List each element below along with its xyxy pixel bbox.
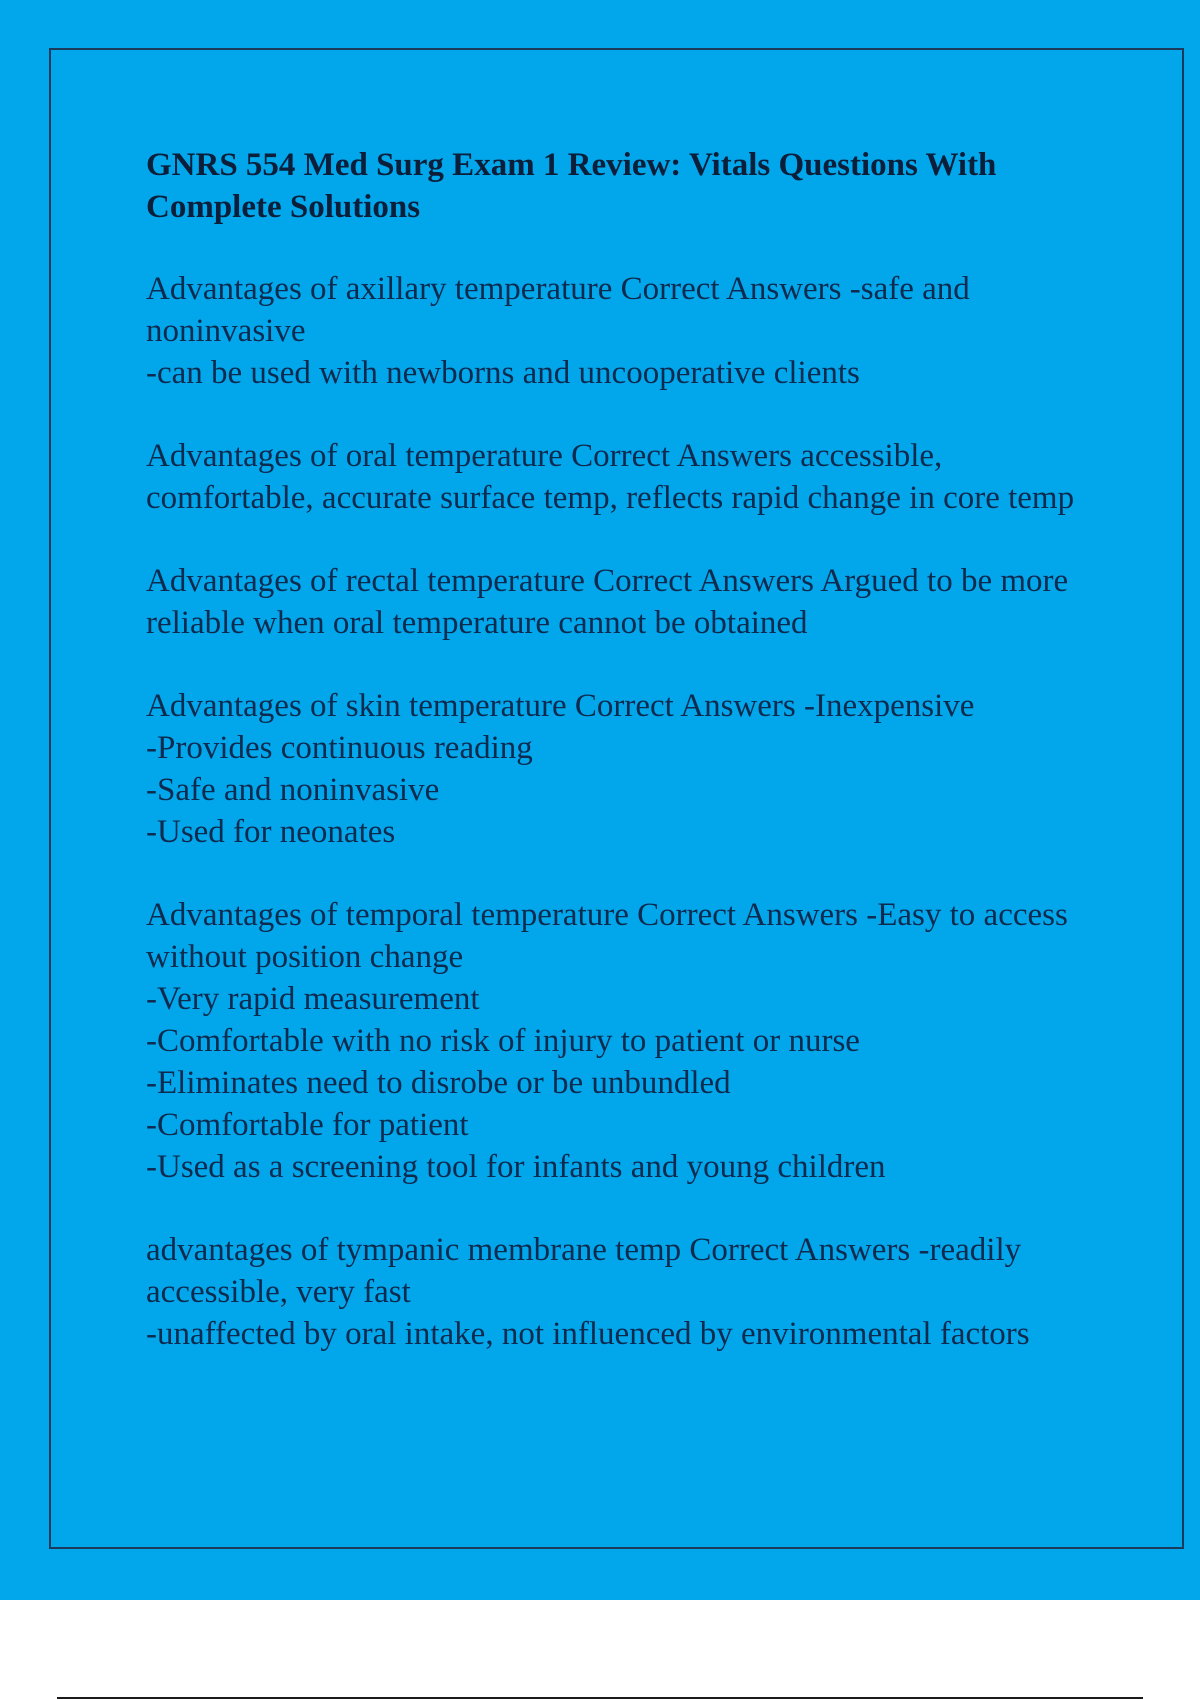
- qa-entry-tympanic: [146, 1229, 1096, 1355]
- entry-line: advantages of tympanic membrane temp Correct Answers -readily accessible, very fast: [146, 1232, 1022, 1310]
- entry-line: -Eliminates need to disrobe or be unbundled: [146, 1065, 731, 1101]
- qa-entry-rectal: [146, 560, 1096, 644]
- qa-entry-temporal: [146, 894, 1096, 1188]
- qa-entry-oral: [146, 435, 1096, 519]
- entry-line: -Comfortable for patient: [146, 1107, 469, 1143]
- entry-line: Advantages of oral temperature Correct Answers accessible, comfortable, accurate surface temp, reflects rapid change in core temp: [146, 438, 1075, 516]
- entry-line: -Used for neonates: [146, 814, 396, 850]
- document-title: GNRS 554 Med Surg Exam 1 Review: Vitals Questions With Complete Solutions: [146, 147, 997, 225]
- entry-line: Advantages of rectal temperature Correct Answers Argued to be more reliable when oral temperature cannot be obtained: [146, 563, 1069, 641]
- document-content: [146, 144, 1096, 1396]
- entry-line: -unaffected by oral intake, not influenced by environmental factors: [146, 1316, 1030, 1352]
- entry-line: -Safe and noninvasive: [146, 772, 440, 808]
- qa-entry-skin: [146, 685, 1096, 853]
- entry-line: Advantages of skin temperature Correct Answers -Inexpensive: [146, 688, 975, 724]
- footer-divider: [57, 1697, 1143, 1699]
- qa-entry-axillary: [146, 268, 1096, 394]
- entry-line: Advantages of axillary temperature Correct Answers -safe and noninvasive: [146, 271, 970, 349]
- entry-line: -Comfortable with no risk of injury to patient or nurse: [146, 1023, 860, 1059]
- entry-line: -Very rapid measurement: [146, 981, 480, 1017]
- entry-line: -Provides continuous reading: [146, 730, 533, 766]
- entry-line: -Used as a screening tool for infants and young children: [146, 1149, 886, 1185]
- entry-line: -can be used with newborns and uncooperative clients: [146, 355, 860, 391]
- entry-line: Advantages of temporal temperature Correct Answers -Easy to access without position change: [146, 897, 1068, 975]
